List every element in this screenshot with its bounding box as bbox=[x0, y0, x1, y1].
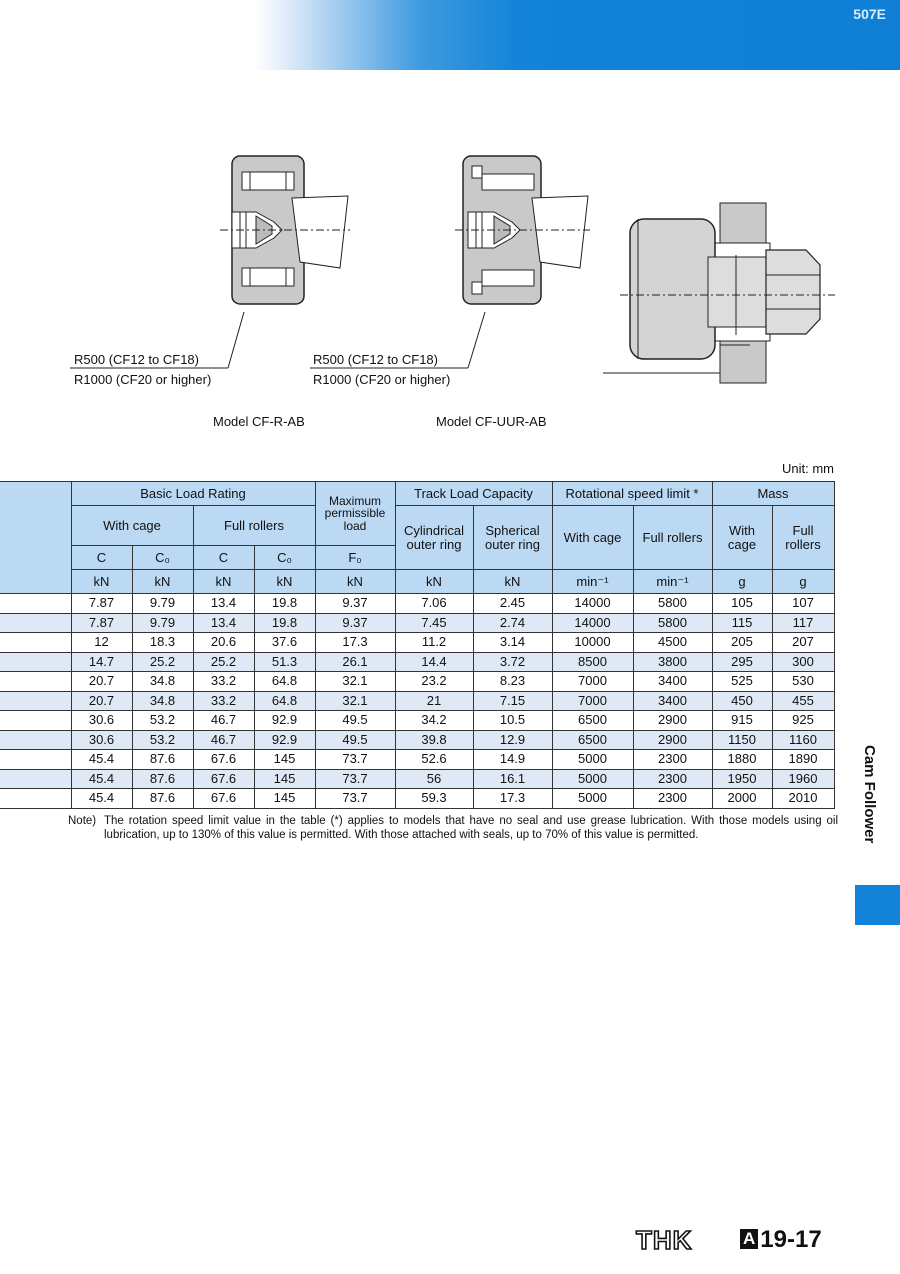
unit-kn-3: kN bbox=[193, 570, 254, 594]
table-cell: 7.87 bbox=[71, 594, 132, 614]
table-cell: 52.6 bbox=[395, 750, 473, 770]
table-cell: 455 bbox=[772, 691, 834, 711]
table-cell: 45.4 bbox=[71, 750, 132, 770]
table-cell: 67.6 bbox=[193, 769, 254, 789]
table-cell: 73.7 bbox=[315, 769, 395, 789]
table-cell: 1880 bbox=[712, 750, 772, 770]
table-cell: 33.2 bbox=[193, 672, 254, 692]
sym-c-2: C bbox=[193, 546, 254, 570]
cf-uur-ab-caption: Model CF-UUR-AB bbox=[436, 414, 547, 429]
mass-with-line-1: With bbox=[729, 522, 755, 538]
row-blank-cell bbox=[0, 730, 71, 750]
table-cell: 2300 bbox=[633, 750, 712, 770]
row-blank-cell bbox=[0, 750, 71, 770]
unit-kn-4: kN bbox=[254, 570, 315, 594]
rotational-speed-limit-header: Rotational speed limit * bbox=[552, 482, 712, 506]
table-cell: 16.1 bbox=[473, 769, 552, 789]
table-cell: 3400 bbox=[633, 672, 712, 692]
table-cell: 59.3 bbox=[395, 789, 473, 809]
mounting-drawing bbox=[600, 195, 840, 395]
table-cell: 5000 bbox=[552, 789, 633, 809]
table-cell: 20.7 bbox=[71, 691, 132, 711]
spherical-line-2: outer ring bbox=[485, 536, 540, 552]
sym-c0-2: C₀ bbox=[254, 546, 315, 570]
side-tab-marker bbox=[855, 885, 900, 925]
with-cage-header: With cage bbox=[71, 506, 193, 546]
header-blank-cell bbox=[0, 482, 71, 594]
table-cell: 87.6 bbox=[132, 789, 193, 809]
table-cell: 2900 bbox=[633, 730, 712, 750]
table-cell: 20.6 bbox=[193, 633, 254, 653]
row-blank-cell bbox=[0, 652, 71, 672]
table-cell: 8.23 bbox=[473, 672, 552, 692]
table-cell: 21 bbox=[395, 691, 473, 711]
spec-table bbox=[0, 481, 835, 809]
mass-full-line-1: Full bbox=[792, 522, 814, 538]
page-number bbox=[740, 1226, 822, 1254]
table-cell: 7.15 bbox=[473, 691, 552, 711]
table-cell: 1890 bbox=[772, 750, 834, 770]
table-cell: 105 bbox=[712, 594, 772, 614]
table-cell: 7000 bbox=[552, 691, 633, 711]
sym-f0: F₀ bbox=[315, 546, 395, 570]
table-cell: 300 bbox=[772, 652, 834, 672]
table-cell: 1960 bbox=[772, 769, 834, 789]
table-cell: 145 bbox=[254, 789, 315, 809]
table-cell: 14.7 bbox=[71, 652, 132, 672]
side-tab[interactable] bbox=[850, 745, 884, 880]
table-cell: 37.6 bbox=[254, 633, 315, 653]
unit-min-1: min⁻¹ bbox=[552, 570, 633, 594]
row-blank-cell bbox=[0, 594, 71, 614]
table-cell: 5000 bbox=[552, 750, 633, 770]
max-load-line-2: permissible bbox=[324, 506, 386, 521]
table-cell: 3.14 bbox=[473, 633, 552, 653]
unit-g-1: g bbox=[712, 570, 772, 594]
table-row bbox=[0, 633, 834, 653]
unit-kn-2: kN bbox=[132, 570, 193, 594]
table-cell: 73.7 bbox=[315, 750, 395, 770]
cf-uur-ab-radius-label-2: R1000 (CF20 or higher) bbox=[313, 372, 451, 387]
table-cell: 46.7 bbox=[193, 730, 254, 750]
row-blank-cell bbox=[0, 672, 71, 692]
table-cell: 17.3 bbox=[473, 789, 552, 809]
mass-header: Mass bbox=[712, 482, 834, 506]
row-blank-cell bbox=[0, 691, 71, 711]
row-blank-cell bbox=[0, 711, 71, 731]
table-cell: 53.2 bbox=[132, 730, 193, 750]
table-cell: 3800 bbox=[633, 652, 712, 672]
table-cell: 49.5 bbox=[315, 730, 395, 750]
table-note bbox=[68, 815, 838, 842]
unit-label: Unit: mm bbox=[782, 461, 834, 476]
table-cell: 2010 bbox=[772, 789, 834, 809]
table-cell: 56 bbox=[395, 769, 473, 789]
unit-kn-7: kN bbox=[473, 570, 552, 594]
row-blank-cell bbox=[0, 633, 71, 653]
table-cell: 145 bbox=[254, 750, 315, 770]
table-row bbox=[0, 730, 834, 750]
table-cell: 26.1 bbox=[315, 652, 395, 672]
table-cell: 205 bbox=[712, 633, 772, 653]
table-cell: 30.6 bbox=[71, 730, 132, 750]
table-cell: 9.37 bbox=[315, 594, 395, 614]
rot-full-rollers-header: Full rollers bbox=[633, 506, 712, 570]
table-cell: 107 bbox=[772, 594, 834, 614]
table-cell: 64.8 bbox=[254, 691, 315, 711]
row-blank-cell bbox=[0, 613, 71, 633]
table-cell: 64.8 bbox=[254, 672, 315, 692]
table-cell: 18.3 bbox=[132, 633, 193, 653]
table-cell: 25.2 bbox=[193, 652, 254, 672]
mass-full-line-2: rollers bbox=[785, 536, 821, 552]
table-cell: 13.4 bbox=[193, 613, 254, 633]
table-cell: 3400 bbox=[633, 691, 712, 711]
unit-kn-6: kN bbox=[395, 570, 473, 594]
side-tab-label: Cam Follower bbox=[861, 745, 878, 844]
row-blank-cell bbox=[0, 769, 71, 789]
table-cell: 32.1 bbox=[315, 672, 395, 692]
table-cell: 14000 bbox=[552, 594, 633, 614]
page-number-value: 19-17 bbox=[760, 1226, 822, 1253]
table-cell: 2000 bbox=[712, 789, 772, 809]
table-cell: 295 bbox=[712, 652, 772, 672]
table-cell: 13.4 bbox=[193, 594, 254, 614]
track-load-capacity-header: Track Load Capacity bbox=[395, 482, 552, 506]
max-permissible-load-header bbox=[315, 482, 395, 546]
spherical-outer-ring-header bbox=[473, 506, 552, 570]
table-cell: 12.9 bbox=[473, 730, 552, 750]
cf-uur-ab-radius-label-1: R500 (CF12 to CF18) bbox=[313, 352, 438, 367]
unit-g-2: g bbox=[772, 570, 834, 594]
table-cell: 67.6 bbox=[193, 750, 254, 770]
cf-r-ab-radius-label-1: R500 (CF12 to CF18) bbox=[74, 352, 199, 367]
table-row bbox=[0, 789, 834, 809]
table-cell: 450 bbox=[712, 691, 772, 711]
table-cell: 9.37 bbox=[315, 613, 395, 633]
table-cell: 14.4 bbox=[395, 652, 473, 672]
table-row bbox=[0, 769, 834, 789]
table-cell: 145 bbox=[254, 769, 315, 789]
table-cell: 39.8 bbox=[395, 730, 473, 750]
table-cell: 14.9 bbox=[473, 750, 552, 770]
max-load-line-3: load bbox=[343, 518, 367, 533]
table-cell: 33.2 bbox=[193, 691, 254, 711]
table-cell: 1950 bbox=[712, 769, 772, 789]
table-cell: 117 bbox=[772, 613, 834, 633]
table-cell: 14000 bbox=[552, 613, 633, 633]
table-cell: 32.1 bbox=[315, 691, 395, 711]
table-cell: 92.9 bbox=[254, 711, 315, 731]
unit-kn-5: kN bbox=[315, 570, 395, 594]
cylindrical-line-2: outer ring bbox=[406, 536, 462, 552]
table-cell: 925 bbox=[772, 711, 834, 731]
table-cell: 9.79 bbox=[132, 613, 193, 633]
table-cell: 1160 bbox=[772, 730, 834, 750]
spherical-line-1: Spherical bbox=[485, 522, 540, 538]
table-cell: 49.5 bbox=[315, 711, 395, 731]
table-cell: 45.4 bbox=[71, 789, 132, 809]
table-cell: 6500 bbox=[552, 730, 633, 750]
cf-r-ab-caption: Model CF-R-AB bbox=[213, 414, 305, 429]
table-cell: 4500 bbox=[633, 633, 712, 653]
table-row bbox=[0, 691, 834, 711]
table-cell: 11.2 bbox=[395, 633, 473, 653]
table-cell: 25.2 bbox=[132, 652, 193, 672]
table-cell: 8500 bbox=[552, 652, 633, 672]
spec-table-body bbox=[0, 594, 834, 809]
table-row bbox=[0, 750, 834, 770]
table-cell: 7.06 bbox=[395, 594, 473, 614]
table-cell: 17.3 bbox=[315, 633, 395, 653]
table-cell: 34.8 bbox=[132, 672, 193, 692]
table-cell: 51.3 bbox=[254, 652, 315, 672]
table-cell: 2900 bbox=[633, 711, 712, 731]
table-row bbox=[0, 672, 834, 692]
page-code: 507E bbox=[853, 6, 886, 22]
table-row bbox=[0, 652, 834, 672]
mass-with-cage-header bbox=[712, 506, 772, 570]
table-cell: 7.87 bbox=[71, 613, 132, 633]
table-cell: 5800 bbox=[633, 613, 712, 633]
table-cell: 87.6 bbox=[132, 769, 193, 789]
table-cell: 34.2 bbox=[395, 711, 473, 731]
table-row bbox=[0, 711, 834, 731]
table-cell: 34.8 bbox=[132, 691, 193, 711]
table-cell: 53.2 bbox=[132, 711, 193, 731]
table-cell: 115 bbox=[712, 613, 772, 633]
table-row bbox=[0, 594, 834, 614]
table-cell: 7.45 bbox=[395, 613, 473, 633]
note-prefix: Note) bbox=[68, 815, 97, 827]
table-cell: 73.7 bbox=[315, 789, 395, 809]
table-cell: 2300 bbox=[633, 789, 712, 809]
table-cell: 45.4 bbox=[71, 769, 132, 789]
table-cell: 46.7 bbox=[193, 711, 254, 731]
note-text: The rotation speed limit value in the table (*) applies to models that have no seal and use grease lubrication. With those models using oil lubrication, up to 130% of this value is permitted. With those attached with seals, up to 70% of this value is permitted. bbox=[104, 815, 838, 841]
row-blank-cell bbox=[0, 789, 71, 809]
table-cell: 23.2 bbox=[395, 672, 473, 692]
table-cell: 2.45 bbox=[473, 594, 552, 614]
table-row bbox=[0, 613, 834, 633]
table-cell: 92.9 bbox=[254, 730, 315, 750]
unit-min-2: min⁻¹ bbox=[633, 570, 712, 594]
table-cell: 67.6 bbox=[193, 789, 254, 809]
table-cell: 20.7 bbox=[71, 672, 132, 692]
table-cell: 5800 bbox=[633, 594, 712, 614]
cylindrical-outer-ring-header bbox=[395, 506, 473, 570]
thk-logo: THK bbox=[636, 1225, 693, 1255]
full-rollers-header: Full rollers bbox=[193, 506, 315, 546]
basic-load-rating-header: Basic Load Rating bbox=[71, 482, 315, 506]
table-cell: 19.8 bbox=[254, 594, 315, 614]
sym-c0-1: C₀ bbox=[132, 546, 193, 570]
table-cell: 207 bbox=[772, 633, 834, 653]
cylindrical-line-1: Cylindrical bbox=[404, 522, 464, 538]
table-cell: 12 bbox=[71, 633, 132, 653]
table-cell: 1150 bbox=[712, 730, 772, 750]
mass-full-rollers-header bbox=[772, 506, 834, 570]
table-cell: 6500 bbox=[552, 711, 633, 731]
mass-with-line-2: cage bbox=[727, 536, 757, 552]
table-cell: 530 bbox=[772, 672, 834, 692]
table-cell: 19.8 bbox=[254, 613, 315, 633]
sym-c-1: C bbox=[71, 546, 132, 570]
table-cell: 30.6 bbox=[71, 711, 132, 731]
table-cell: 10.5 bbox=[473, 711, 552, 731]
table-cell: 915 bbox=[712, 711, 772, 731]
unit-kn-1: kN bbox=[71, 570, 132, 594]
table-cell: 9.79 bbox=[132, 594, 193, 614]
page-prefix: A bbox=[740, 1229, 758, 1249]
table-cell: 2300 bbox=[633, 769, 712, 789]
max-load-line-1: Maximum bbox=[328, 493, 381, 508]
table-cell: 87.6 bbox=[132, 750, 193, 770]
table-cell: 7000 bbox=[552, 672, 633, 692]
table-cell: 525 bbox=[712, 672, 772, 692]
table-cell: 3.72 bbox=[473, 652, 552, 672]
rot-with-cage-header: With cage bbox=[552, 506, 633, 570]
table-cell: 10000 bbox=[552, 633, 633, 653]
cf-r-ab-radius-label-2: R1000 (CF20 or higher) bbox=[74, 372, 212, 387]
table-cell: 2.74 bbox=[473, 613, 552, 633]
table-cell: 5000 bbox=[552, 769, 633, 789]
header-band bbox=[0, 0, 900, 70]
